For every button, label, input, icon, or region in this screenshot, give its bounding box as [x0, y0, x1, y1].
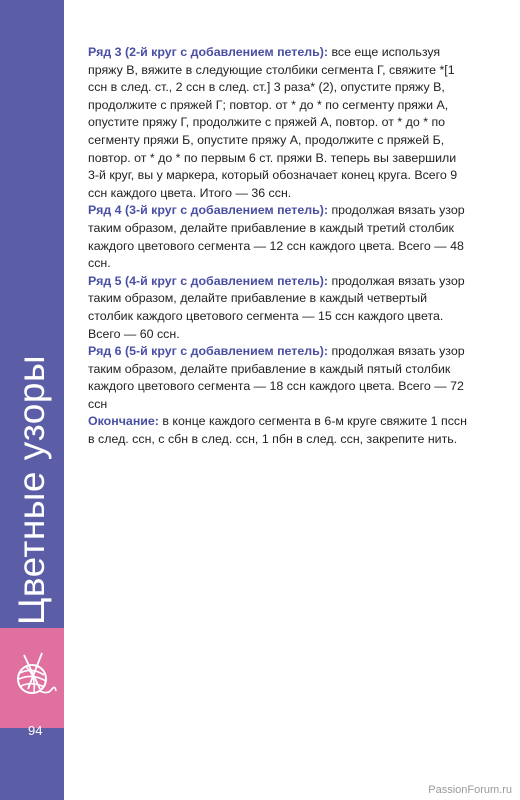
paragraph-text: продолжая вязать узор таким образом, делайте прибавление в каждый четвертый столбик каждого цветового сегмента — 15 ссн каждого цвета. Всего — 60 ссн. [88, 273, 465, 341]
paragraph-text: продолжая вязать узор таким образом, делайте прибавление в каждый пятый столбик каждого цветового сегмента — 18 ссн каждого цвета. Всего — 72 ссн [88, 344, 465, 411]
paragraph-label: Ряд 3 (2-й круг с добавлением петель): [88, 45, 328, 59]
paragraph-text: в конце каждого сегмента в 6-м круге свяжите 1 пссн в след. ссн, с сбн в след. ссн, 1 пбн в след. ссн, закрепите нить. [88, 414, 467, 447]
paragraph-label: Ряд 5 (4-й круг с добавлением петель): [88, 273, 328, 288]
page-number: 94 [28, 723, 43, 738]
paragraph-row-6 [88, 343, 470, 413]
watermark: PassionForum.ru [428, 784, 512, 796]
paragraph-row-3 [88, 44, 470, 202]
instructions-text [88, 44, 470, 449]
paragraph-finish [88, 413, 470, 448]
paragraph-label: Ряд 4 (3-й круг с добавлением петель): [88, 203, 328, 218]
yarn-ball-icon [10, 645, 58, 705]
paragraph-row-4 [88, 202, 470, 272]
sidebar [0, 0, 64, 800]
paragraph-text: все еще используя пряжу В, вяжите в следующие столбики сегмента Г, свяжите *[1 ссн в след. ст., 2 ссн в след. ст.] 3 раза* (2), опустите пряжу В, продолжите с пряжей Г; повтор. от * до * по сегменту пряжи А, опустите пряжу Г, продолжите с пряжей А, повтор. от * до * по сегменту пряжи Б, опустите пряжу А, продолжите с пряжей Б, повтор. от * до * по первым 6 ст. пряжи В. теперь вы завершили 3-й круг, вы у маркера, который обозначает конец круга. Всего 9 ссн каждого цвета. Итого — 36 ссн. [88, 45, 458, 200]
chapter-title: Цветные узоры [11, 354, 52, 626]
paragraph-label: Окончание: [88, 414, 159, 429]
paragraph-label: Ряд 6 (5-й круг с добавлением петель): [88, 344, 328, 359]
paragraph-row-5 [88, 273, 470, 343]
paragraph-text: продолжая вязать узор таким образом, делайте прибавление в каждый третий столбик каждого цветового сегмента — 12 ссн каждого цвета. Всего — 48 ссн. [88, 203, 465, 271]
